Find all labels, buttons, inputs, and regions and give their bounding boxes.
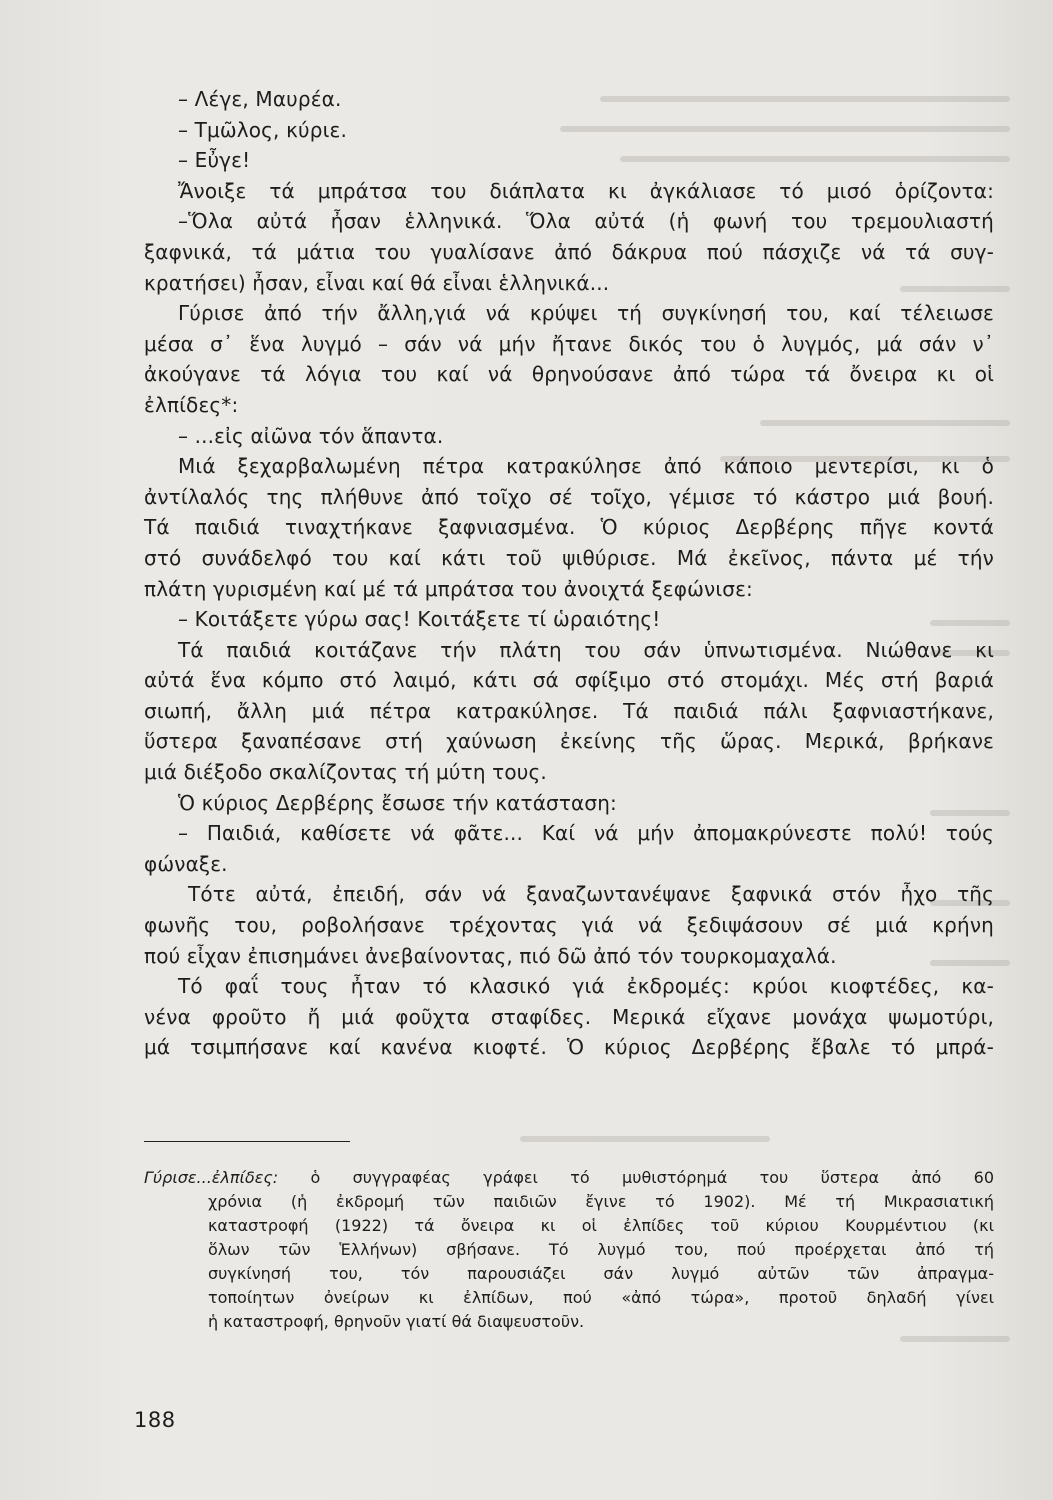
footnote-line [144, 1166, 994, 1190]
text-line: ἐλπίδες*: [144, 392, 239, 417]
footnote-line: ἡ καταστροφή, θρηνοῦν γιατί θά διαψευστοῦν. [208, 1312, 585, 1331]
text-line: – Παιδιά, καθίσετε νά φᾶτε... Καί νά μήν ἀπομακρύνεστε πολύ! τούς [178, 821, 994, 846]
text-line: πού εἶχαν ἐπισημάνει ἀνεβαίνοντας, πιό δῶ ἀπό τόν τουρκομαχαλά. [144, 943, 837, 968]
text-line: – Εὖγε! [178, 148, 251, 173]
text-line: μά τσιμπήσανε καί κανένα κιοφτέ. Ὁ κύριος Δερβέρης ἔβαλε τό μπρά- [144, 1035, 994, 1060]
text-line: ἀντίλαλός της πλήθυνε ἀπό τοῖχο σέ τοῖχο, γέμισε τό κάστρο μιά βουή. [144, 484, 994, 509]
text-line: Τότε αὐτά, ἐπειδή, σάν νά ξαναζωντανέψανε ξαφνικά στόν ἦχο τῆς [188, 882, 994, 907]
footnote-first-line-text: ὁ συγγραφέας γράφει τό μυθιστόρημά του ὕστερα ἀπό 60 [310, 1168, 994, 1187]
text-line: μιά διέξοδο σκαλίζοντας τή μύτη τους. [144, 760, 547, 785]
text-line: Τά παιδιά τιναχτήκανε ξαφνιασμένα. Ὁ κύριος Δερβέρης πῆγε κοντά [144, 515, 994, 540]
footnote-line: καταστροφή (1922) τά ὄνειρα κι οἱ ἐλπίδες τοῦ κύριου Κουρμέντιου (κι [208, 1216, 994, 1235]
main-text-block [144, 84, 994, 1063]
text-line: κρατήσει) ἦσαν, εἶναι καί θά εἶναι ἑλληνικά... [144, 270, 610, 295]
text-line: φωνῆς του, ροβολήσανε τρέχοντας γιά νά ξεδιψάσουν σέ μιά κρήνη [144, 913, 994, 938]
text-line: φώναξε. [144, 851, 228, 876]
text-line: Τό φαΐ τους ἦταν τό κλασικό γιά ἐκδρομές: κρύοι κιοφτέδες, κα- [178, 974, 994, 999]
text-line: Ὁ κύριος Δερβέρης ἔσωσε τήν κατάσταση: [178, 790, 617, 815]
text-line: στό συνάδελφό του καί κάτι τοῦ ψιθύρισε. Μά ἐκεῖνος, πάντα μέ τήν [144, 545, 994, 570]
text-line: Γύρισε ἀπό τήν ἄλλη,γιά νά κρύψει τή συγκίνησή του, καί τέλειωσε [178, 301, 994, 326]
text-line: Τά παιδιά κοιτάζανε τήν πλάτη του σάν ὑπνωτισμένα. Νιώθανε κι [178, 637, 994, 662]
page-number: 188 [134, 1408, 176, 1432]
text-line: νένα φροῦτο ἤ μιά φοῦχτα σταφίδες. Μερικά εἴχανε μονάχα ψωμοτύρι, [144, 1004, 994, 1029]
text-line: αὐτά ἕνα κόμπο στό λαιμό, κάτι σά σφίξιμο στό στομάχι. Μές στή βαριά [144, 668, 994, 693]
text-line: – Τμῶλος, κύριε. [178, 117, 347, 142]
footnote-line: ὅλων τῶν Ἑλλήνων) σβήσανε. Τό λυγμό του, πού προέρχεται ἀπό τή [208, 1240, 994, 1259]
text-line: – Κοιτάξετε γύρω σας! Κοιτάξετε τί ὡραιότης! [178, 607, 661, 632]
text-line: ξαφνικά, τά μάτια του γυαλίσανε ἀπό δάκρυα πού πάσχιζε νά τά συγ- [144, 239, 994, 264]
footnote-term: Γύρισε...ἐλπίδες: [144, 1168, 279, 1187]
text-line: –Ὅλα αὐτά ἦσαν ἑλληνικά. Ὅλα αὐτά (ἡ φωνή του τρεμουλιαστή [178, 209, 994, 234]
footnote-block [144, 1166, 994, 1334]
text-line: ἀκούγανε τά λόγια του καί νά θρηνούσανε ἀπό τώρα τά ὄνειρα κι οἱ [144, 362, 994, 387]
footnote-separator [144, 1141, 350, 1142]
text-line: μέσα σ᾽ ἕνα λυγμό – σάν νά μήν ἤτανε δικός του ὁ λυγμός, μά σάν ν᾽ [144, 331, 994, 356]
text-line: Μιά ξεχαρβαλωμένη πέτρα κατρακύλησε ἀπό κάποιο μεντερίσι, κι ὁ [178, 454, 994, 479]
footnote-line: χρόνια (ἡ ἐκδρομή τῶν παιδιῶν ἔγινε τό 1902). Μέ τή Μικρασιατική [208, 1192, 994, 1211]
text-line: – ...εἰς αἰῶνα τόν ἅπαντα. [178, 423, 444, 448]
text-line: Ἄνοιξε τά μπράτσα του διάπλατα κι ἀγκάλιασε τό μισό ὁρίζοντα: [178, 178, 994, 203]
text-line: σιωπή, ἄλλη μιά πέτρα κατρακύλησε. Τά παιδιά πάλι ξαφνιαστήκανε, [144, 698, 994, 723]
text-line: ὕστερα ξαναπέσανε στή χαύνωση ἐκείνης τῆς ὥρας. Μερικά, βρήκανε [144, 729, 994, 754]
text-line: πλάτη γυρισμένη καί μέ τά μπράτσα του ἀνοιχτά ξεφώνισε: [144, 576, 753, 601]
footnote-line: τοποίητων ὀνείρων κι ἐλπίδων, πού «ἀπό τώρα», προτοῦ δηλαδή γίνει [208, 1288, 994, 1307]
text-line: – Λέγε, Μαυρέα. [178, 87, 342, 111]
footnote-line: συγκίνησή του, τόν παρουσιάζει σάν λυγμό αὐτῶν τῶν ἀπραγμα- [208, 1264, 994, 1283]
